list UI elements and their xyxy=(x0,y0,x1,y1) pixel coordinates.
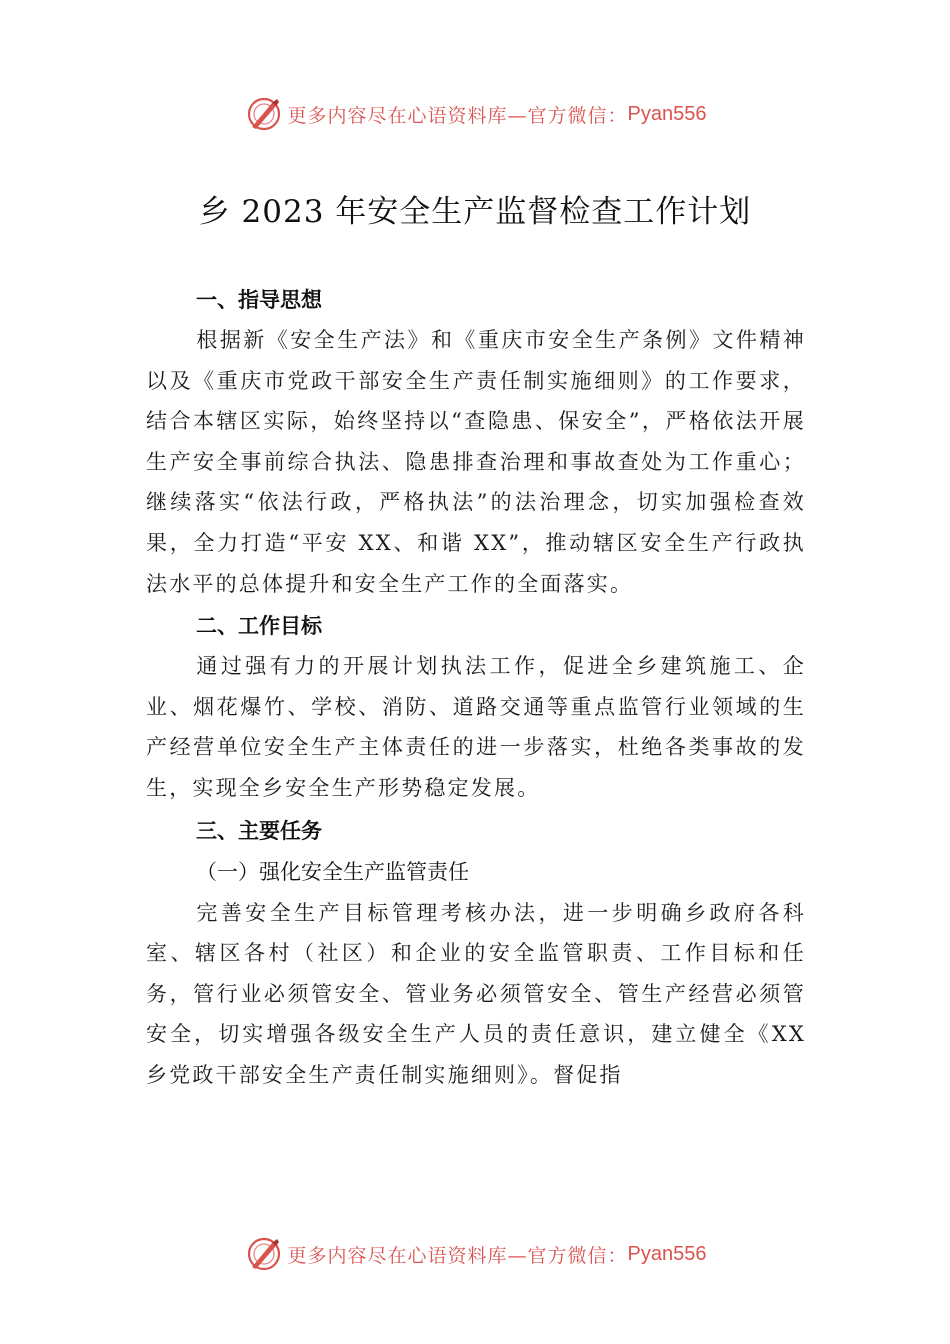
section-heading-main-tasks: 三、主要任务 xyxy=(196,818,322,843)
pen-logo-icon xyxy=(244,1234,284,1274)
banner-text: 更多内容尽在心语资料库—官方微信： xyxy=(287,1244,628,1267)
section-heading-work-goals: 二、工作目标 xyxy=(196,614,322,639)
footer-watermark-banner xyxy=(0,1232,950,1276)
document-title: 乡 2023 年安全生产监督检查工作计划 xyxy=(198,194,752,230)
banner-wechat-id: Pyan556 xyxy=(627,1242,707,1265)
document-body xyxy=(146,280,806,1096)
paragraph-guiding-ideology: 根据新《安全生产法》和《重庆市安全生产条例》文件精神以及《重庆市党政干部安全生产责任制实施细则》的工作要求，结合本辖区实际，始终坚持以“查隐患、保安全”，严格依法开展生产安全事前综合执法、隐患排查治理和事故查处为工作重心；继续落实“依法行政，严格执法”的法治理念，切实加强检查效果，全力打造“平安 XX、和谐 XX”，推动辖区安全生产行政执法水平的总体提升和安全生产工作的全面落实。 xyxy=(146,328,806,596)
pen-logo-icon xyxy=(244,94,284,134)
section-heading-guiding-ideology: 一、指导思想 xyxy=(196,288,322,312)
paragraph-supervision-responsibility: 完善安全生产目标管理考核办法，进一步明确乡政府各科室、辖区各村（社区）和企业的安全监管职责、工作目标和任务，管行业必须管安全、管业务必须管安全、管生产经营必须管安全，切实增强各级安全生产人员的责任意识，建立健全《XX 乡党政干部安全生产责任制实施细则》。督促指 xyxy=(146,900,806,1087)
paragraph-work-goals: 通过强有力的开展计划执法工作，促进全乡建筑施工、企业、烟花爆竹、学校、消防、道路交通等重点监管行业领域的生产经营单位安全生产主体责任的进一步落实，杜绝各类事故的发生，实现全乡安全生产形势稳定发展。 xyxy=(146,654,806,800)
header-watermark-banner xyxy=(0,92,950,136)
banner-text: 更多内容尽在心语资料库—官方微信： xyxy=(287,104,628,127)
subsection-heading-supervision-responsibility: （一）强化安全生产监管责任 xyxy=(196,859,469,884)
banner-wechat-id: Pyan556 xyxy=(627,102,707,125)
